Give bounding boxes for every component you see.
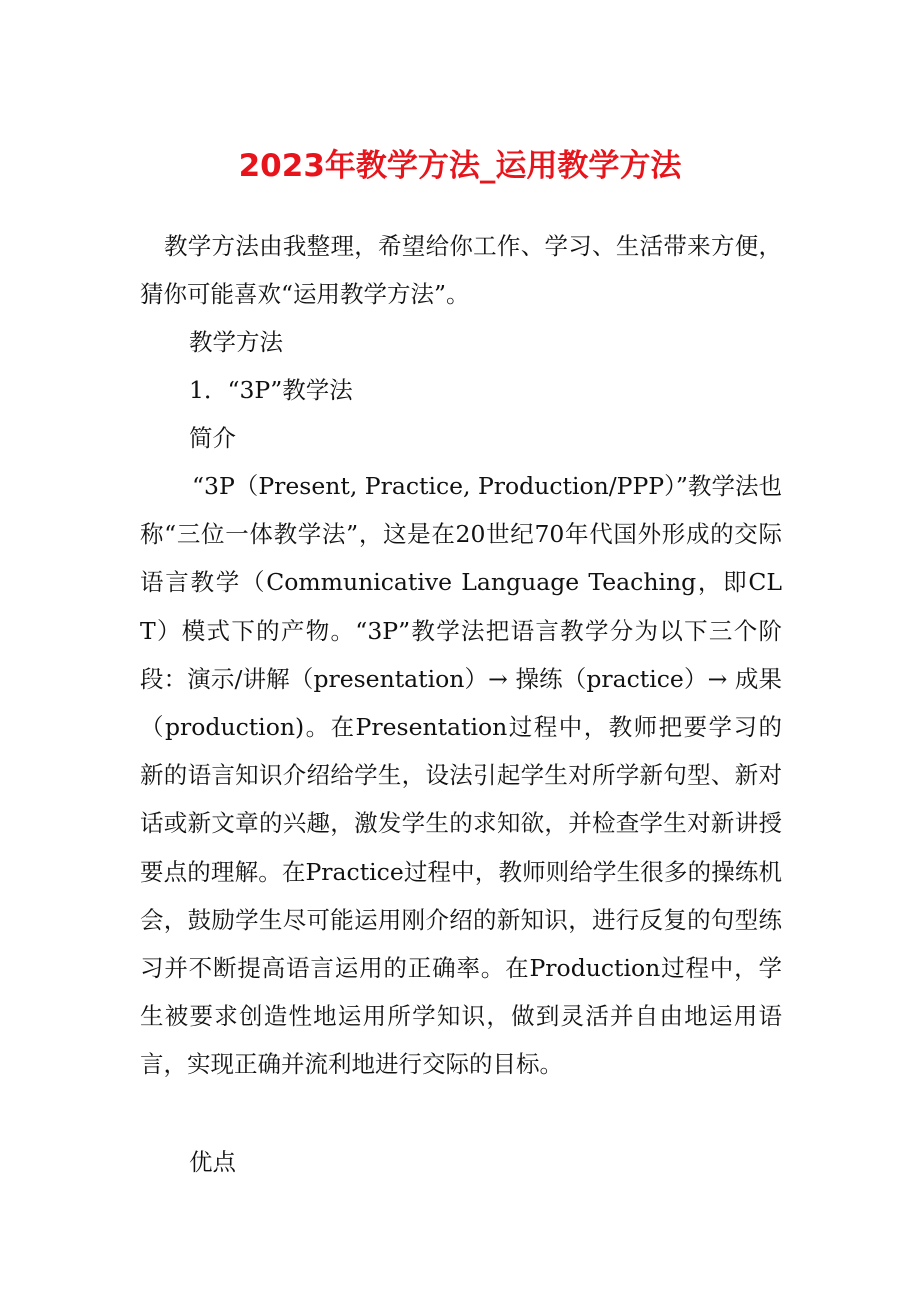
body-paragraph: “3P（Present, Practice, Production/PPP）”教学法也称“三位一体教学法”，这是在20世纪70年代国外形成的交际语言教学（Communicative Language Teaching，即CLT）模式下的产物。“3P”教学法把语言教学分为以下三个阶段：演示/讲解（presentation）→ 操练（practice）→ 成果（production)。在Presentation过程中，教师把要学习的新的语言知识介绍给学生，设法引起学生对所学新句型、新对话或新文章的兴趣，激发学生的求知欲，并检查学生对新讲授要点的理解。在Practice过程中，教师则给学生很多的操练机会，鼓励学生尽可能运用刚介绍的新知识，进行反复的句型练习并不断提高语言运用的正确率。在Production过程中，学生被要求创造性地运用所学知识，做到灵活并自由地运用语言，实现正确并流利地进行交际的目标。 — [140, 472, 782, 1079]
intro-paragraph: 教学方法由我整理，希望给你工作、学习、生活带来方便，猜你可能喜欢“运用教学方法”。 — [140, 232, 782, 309]
subheading-intro: 简介 — [189, 424, 236, 452]
subheading-advantages: 优点 — [189, 1148, 236, 1176]
section-heading: 教学方法 — [189, 328, 283, 356]
item-heading: 1．“3P”教学法 — [189, 376, 353, 404]
document-title: 2023年教学方法_运用教学方法 — [238, 148, 682, 184]
